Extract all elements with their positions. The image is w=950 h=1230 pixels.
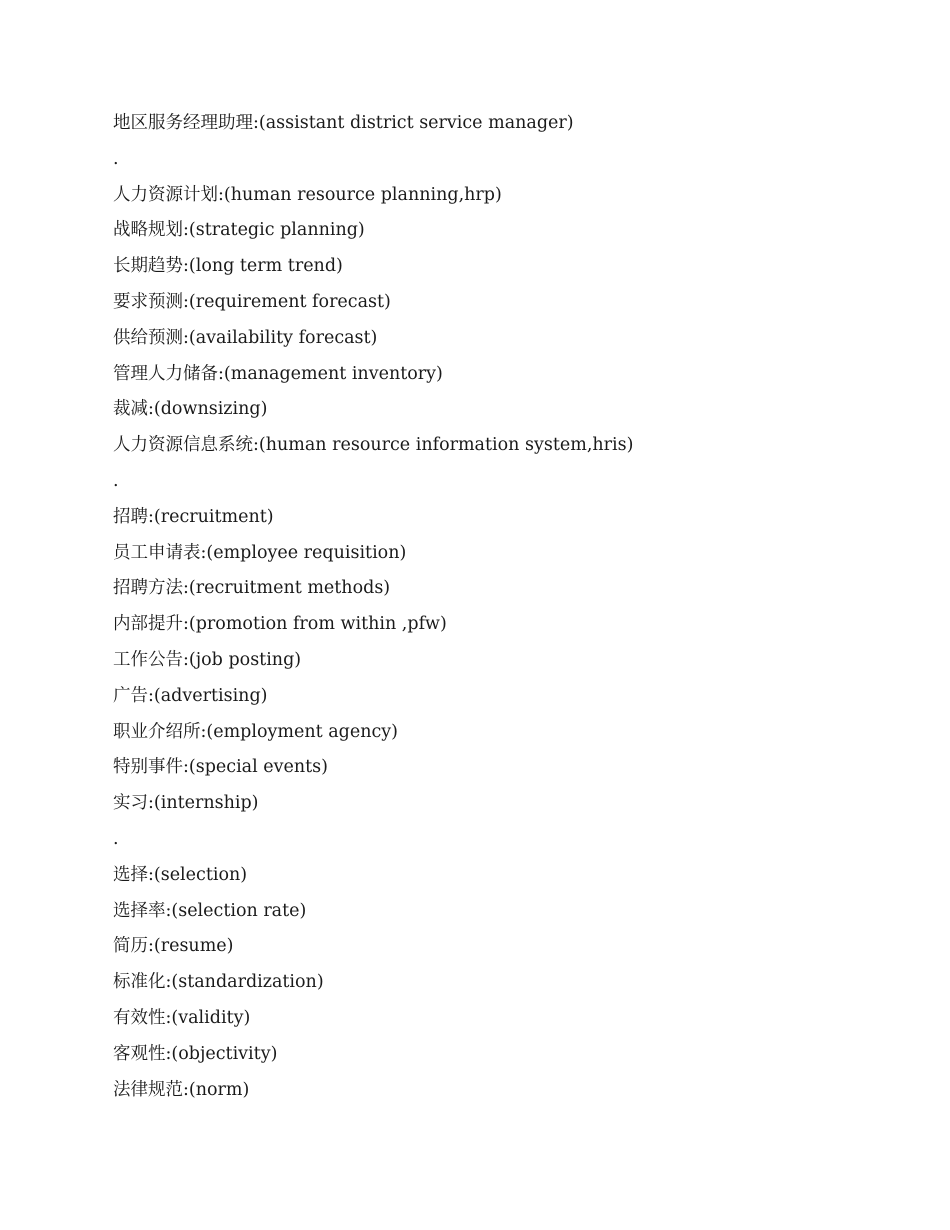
glossary-entry: 工作公告:(job posting) xyxy=(113,649,302,670)
glossary-entry: 招聘方法:(recruitment methods) xyxy=(113,578,391,599)
glossary-entry: 选择:(selection) xyxy=(113,864,248,885)
separator-dot: . xyxy=(113,828,119,849)
glossary-entry: 人力资源信息系统:(human resource information system,hris) xyxy=(113,435,634,456)
separator-dot: . xyxy=(113,470,119,491)
glossary-entry: 实习:(internship) xyxy=(113,793,259,814)
glossary-entry: 人力资源计划:(human resource planning,hrp) xyxy=(113,184,502,205)
glossary-list xyxy=(113,106,893,1108)
glossary-entry: 长期趋势:(long term trend) xyxy=(113,256,343,277)
glossary-entry: 要求预测:(requirement forecast) xyxy=(113,291,391,312)
glossary-entry: 内部提升:(promotion from within ,pfw) xyxy=(113,614,447,635)
glossary-entry: 供给预测:(availability forecast) xyxy=(113,327,378,348)
glossary-entry: 员工申请表:(employee requisition) xyxy=(113,542,407,563)
glossary-entry: 标准化:(standardization) xyxy=(113,972,324,993)
glossary-entry: 战略规划:(strategic planning) xyxy=(113,220,365,241)
glossary-entry: 法律规范:(norm) xyxy=(113,1079,250,1100)
glossary-entry: 裁减:(downsizing) xyxy=(113,399,268,420)
glossary-entry: 地区服务经理助理:(assistant district service manager) xyxy=(113,113,574,133)
glossary-entry: 选择率:(selection rate) xyxy=(113,900,307,921)
glossary-entry: 有效性:(validity) xyxy=(113,1007,251,1028)
glossary-entry: 招聘:(recruitment) xyxy=(113,506,274,527)
glossary-entry: 管理人力储备:(management inventory) xyxy=(113,363,443,384)
glossary-entry: 客观性:(objectivity) xyxy=(113,1043,278,1064)
separator-dot: . xyxy=(113,148,119,169)
glossary-entry: 职业介绍所:(employment agency) xyxy=(113,721,398,742)
glossary-entry: 特别事件:(special events) xyxy=(113,757,328,778)
glossary-entry: 简历:(resume) xyxy=(113,936,234,957)
glossary-entry: 广告:(advertising) xyxy=(113,685,268,706)
